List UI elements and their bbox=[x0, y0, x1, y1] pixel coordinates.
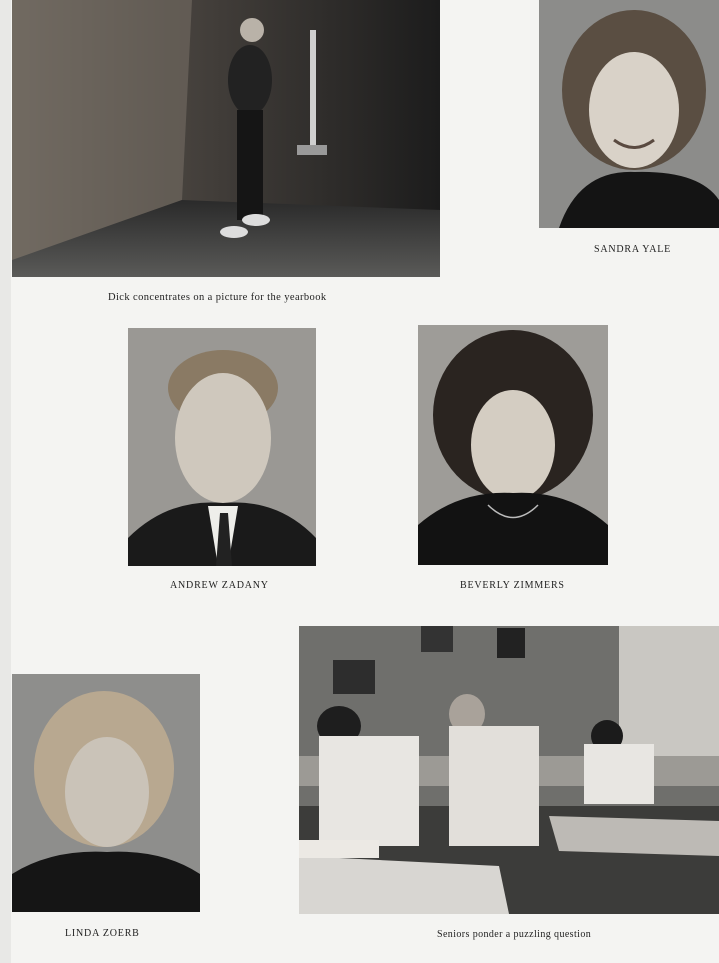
name-andrew-zadany: ANDREW ZADANY bbox=[170, 580, 269, 591]
portrait-linda-zoerb bbox=[12, 674, 200, 912]
name-linda-zoerb: LINDA ZOERB bbox=[65, 928, 140, 939]
bottom-photo-caption: Seniors ponder a puzzling question bbox=[437, 929, 592, 940]
portrait-beverly-zimmers bbox=[418, 325, 608, 565]
name-beverly-zimmers: BEVERLY ZIMMERS bbox=[460, 580, 565, 591]
name-sandra-yale: SANDRA YALE bbox=[594, 244, 672, 255]
photo-yearbook-photographer bbox=[12, 0, 440, 277]
portrait-sandra-yale bbox=[539, 0, 719, 228]
top-photo-caption: Dick concentrates on a picture for the yearbook bbox=[108, 292, 327, 303]
page-gutter bbox=[0, 0, 11, 963]
photo-seniors-classroom bbox=[299, 626, 719, 914]
portrait-andrew-zadany bbox=[128, 328, 316, 566]
